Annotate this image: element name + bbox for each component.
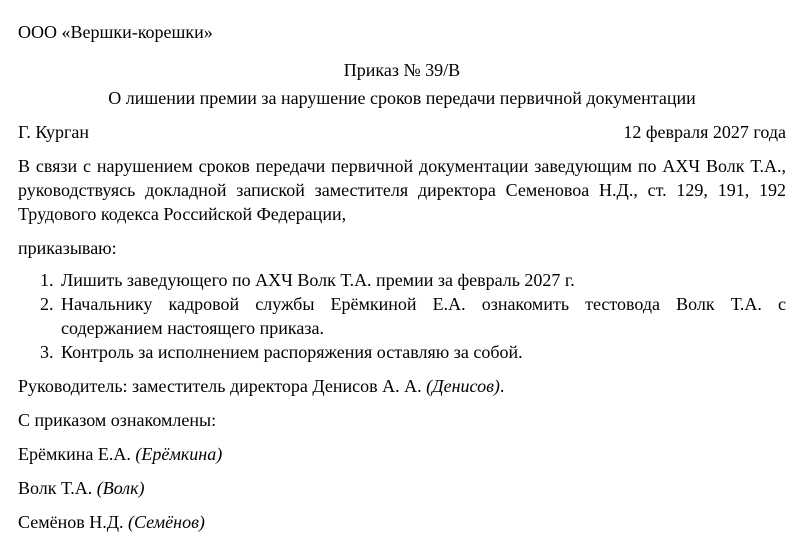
order-item-text: Контроль за исполнением распоряжения оставляю за собой.	[61, 342, 523, 362]
order-items-list	[18, 268, 786, 364]
document-date: 12 февраля 2027 года	[623, 122, 786, 142]
signatory-name: Волк Т.А.	[18, 478, 93, 498]
signatory-signature: (Семёнов)	[128, 512, 205, 532]
order-item-number: 1.	[40, 270, 54, 290]
head-label: Руководитель: заместитель директора Денисов А. А.	[18, 376, 422, 396]
order-item	[18, 292, 786, 340]
document-subject: О лишении премии за нарушение сроков передачи первичной документации	[108, 88, 696, 108]
city: Г. Курган	[18, 122, 90, 142]
preamble-paragraph: В связи с нарушением сроков передачи первичной документации заведующим по АХЧ Волк Т.А., руководствуясь докладной запиской заместителя директора Семеновоа Н.Д., ст. 129, 191, 192 Трудового кодекса Российской Федерации,	[18, 156, 786, 224]
order-item	[18, 268, 786, 292]
signatory-name: Ерёмкина Е.А.	[18, 444, 131, 464]
order-item-text: Начальнику кадровой службы Ерёмкиной Е.А. ознакомить тестовода Волк Т.А. с содержанием настоящего приказа.	[61, 294, 786, 338]
order-item-text: Лишить заведующего по АХЧ Волк Т.А. премии за февраль 2027 г.	[61, 270, 575, 290]
organization-name: ООО «Вершки-корешки»	[18, 22, 213, 42]
head-line-end: .	[499, 376, 505, 396]
signatory-name: Семёнов Н.Д.	[18, 512, 124, 532]
familiarized-label: С приказом ознакомлены:	[18, 410, 217, 430]
document-title: Приказ № 39/В	[343, 60, 461, 80]
signatory-signature: (Волк)	[96, 478, 145, 498]
signatory-signature: (Ерёмкина)	[135, 444, 223, 464]
head-signature: (Денисов)	[426, 376, 500, 396]
order-item-number: 3.	[40, 342, 54, 362]
signatory-row	[18, 476, 786, 500]
order-document	[18, 20, 786, 544]
head-signature-line	[18, 374, 786, 398]
signatory-row	[18, 442, 786, 466]
order-word: приказываю:	[18, 238, 117, 258]
order-item-number: 2.	[40, 294, 54, 314]
signatory-row	[18, 510, 786, 534]
place-date-row	[18, 120, 786, 144]
order-item	[18, 340, 786, 364]
